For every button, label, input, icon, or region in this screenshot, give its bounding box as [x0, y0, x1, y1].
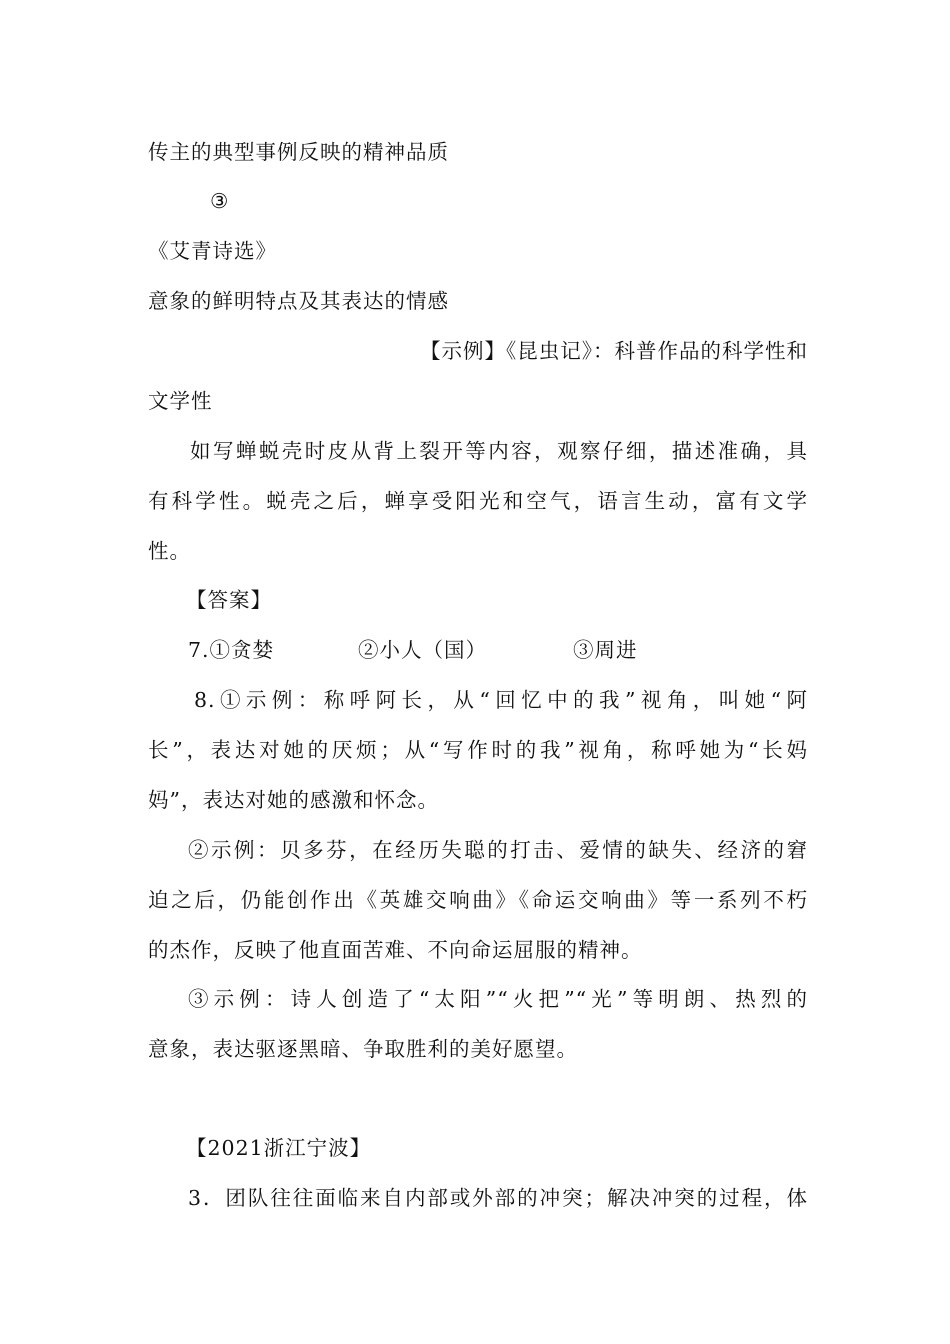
text-line-4: 意象的鲜明特点及其表达的情感: [148, 289, 449, 313]
answer-7-part-3: ③周进: [573, 638, 638, 662]
answer-8-2-line-2: 迫之后，仍能创作出《英雄交响曲》《命运交响曲》等一系列不朽: [148, 888, 808, 912]
answer-8-2-line-1: ②示例：贝多芬，在经历失聪的打击、爱情的缺失、经济的窘: [188, 838, 808, 862]
book-title-aiqing: 《艾青诗选》: [148, 239, 277, 263]
paragraph-line-7: 如写蝉蜕壳时皮从背上裂开等内容，观察仔细，描述准确，具: [190, 439, 808, 463]
answer-8-3-line-2: 意象，表达驱逐黑暗、争取胜利的美好愿望。: [148, 1037, 578, 1061]
text-line-6: 文学性: [148, 389, 213, 413]
section-heading-2021-ningbo: 【2021浙江宁波】: [186, 1136, 372, 1160]
example-heading: 【示例】《昆虫记》：科普作品的科学性和: [420, 339, 808, 363]
answer-7-part-2: ②小人（国）: [358, 638, 487, 662]
question-3-line: 3．团队往往面临来自内部或外部的冲突；解决冲突的过程，体: [188, 1186, 808, 1210]
paragraph-line-9: 性。: [148, 539, 191, 563]
answer-8-line-2: 长”，表达对她的厌烦；从“写作时的我”视角，称呼她为“长妈: [148, 738, 808, 762]
answer-8-line-1: 8.①示例：称呼阿长，从“回忆中的我”视角，叫她“阿: [194, 688, 808, 712]
answer-8-3-line-1: ③示例：诗人创造了“太阳”“火把”“光”等明朗、热烈的: [188, 987, 808, 1011]
answer-8-line-3: 妈”，表达对她的感激和怀念。: [148, 788, 439, 812]
answer-7-part-1: 7.①贪婪: [188, 638, 275, 662]
paragraph-line-8: 有科学性。蜕壳之后，蝉享受阳光和空气，语言生动，富有文学: [148, 489, 808, 513]
circled-number-3: ③: [210, 189, 230, 213]
answer-heading: 【答案】: [186, 588, 272, 612]
text-line-1: 传主的典型事例反映的精神品质: [148, 140, 449, 164]
answer-8-2-line-3: 的杰作，反映了他直面苦难、不向命运屈服的精神。: [148, 938, 643, 962]
